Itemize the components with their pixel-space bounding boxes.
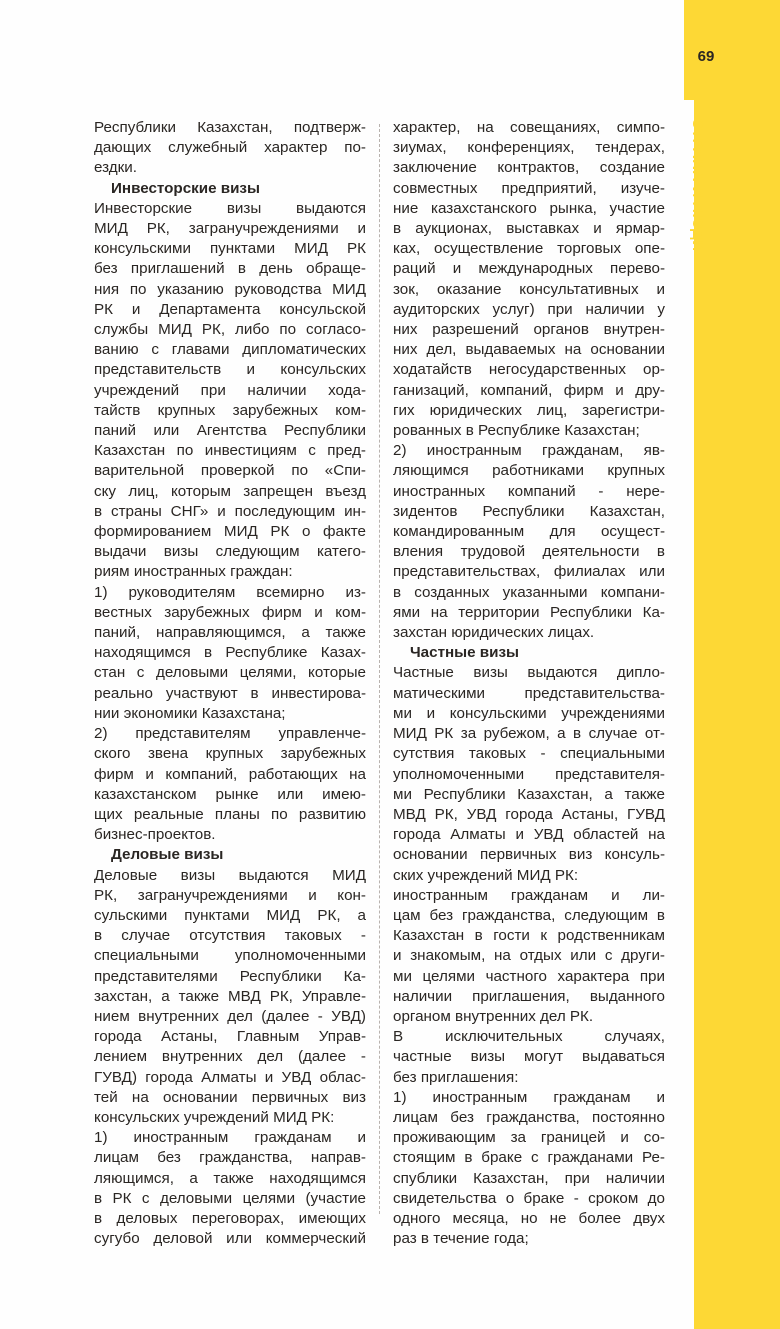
text-line: тей на основании первичных виз [94,1088,366,1106]
text-line: матическими представительства- [393,684,665,702]
text-line: иностранных компаний - нере- [393,482,665,500]
text-line: ГУВД) города Алматы и УВД облас- [94,1068,366,1086]
text-line: выдачи визы следующим катего- [94,543,366,561]
text-line: формированием МИД РК о факте [94,523,366,541]
text-line: казахстанском рынке или имею- [94,785,366,803]
text-line: в аукционах, выставках и ярмар- [393,220,665,238]
text-line: них дел, выдаваемых на основании [393,341,665,359]
section-heading: Инвесторские визы [111,179,260,197]
right-text-column [393,118,665,1249]
text-line: без приглашений в день обраще- [94,260,366,278]
text-line: раз в течение года; [393,1230,529,1248]
text-line: раций и международных перево- [393,260,665,278]
text-line: ями на территории Республики Ка- [393,603,665,621]
text-line: ляющимся работниками крупных [393,462,665,480]
section-heading: Частные визы [410,644,520,662]
text-line: Казахстан по инвестициям с пред- [94,442,366,460]
text-line: свидетельства о браке - сроком до [393,1189,665,1207]
section-label: СТРАНА И ЛЮДИ [689,118,706,252]
text-line: В исключительных случаях, [393,1028,665,1046]
text-line: сугубо деловой или коммерческий [94,1230,366,1248]
text-line: одного месяца, но не более двух [393,1209,665,1227]
text-line: зок, оказание консультативных и [393,280,665,298]
text-line: иностранным гражданам и ли- [393,886,665,904]
column-divider [379,124,380,1214]
left-text-column [94,118,366,1249]
text-line: гих юридических лиц, зарегистри- [393,401,665,419]
text-line: ездки. [94,159,137,177]
text-line: риям иностранных граждан: [94,563,293,581]
text-line: без приглашения: [393,1068,519,1086]
text-line: стан с деловыми целями, которые [94,664,366,682]
text-line: лицам без гражданства, постоянно [393,1108,665,1126]
text-line: МВД РК, УВД города Астаны, ГУВД [393,805,665,823]
text-line: Частные визы выдаются дипло- [393,664,665,682]
text-line: зидентов Республики Казахстан, [393,502,665,520]
text-line: наличии приглашения, выданного [393,987,665,1005]
text-line: МИД РК, загранучреждениями и [94,220,366,238]
text-line: города Алматы и УВД областей на [393,826,665,844]
text-line: города Астаны, Главным Управ- [94,1028,366,1046]
text-line: ского звена крупных зарубежных [94,745,366,763]
text-line: нии экономики Казахстана; [94,704,286,722]
text-line: щих реальные планы по развитию [94,805,366,823]
text-line: лицам без гражданства, направ- [94,1149,366,1167]
text-line: представителями Республики Ка- [94,967,366,985]
text-line: 1) иностранным гражданам и [94,1129,366,1147]
text-line: ванию с главами дипломатических [94,341,366,359]
side-inner-margin [684,100,694,1329]
text-line: в страны СНГ» и последующим ин- [94,502,366,520]
text-line: уполномоченными представителя- [393,765,665,783]
text-line: стоящим в браке с гражданами Ре- [393,1149,665,1167]
text-line: Казахстан в гости к родственникам [393,927,665,945]
text-line: зиумах, конференциях, тендерах, [393,139,665,157]
text-line: фирм и компаний, работающих на [94,765,366,783]
text-line: консульскими пунктами МИД РК [94,240,366,258]
text-line: ских учреждений МИД РК: [393,866,579,884]
text-line: органом внутренних дел РК. [393,1007,594,1025]
text-line: 2) представителям управленче- [94,725,366,743]
text-line: МИД РК за рубежом, а в случае от- [393,725,665,743]
text-line: спублики Казахстан, при наличии [393,1169,665,1187]
text-line: сутствия таковых - специальными [393,745,665,763]
text-line: Инвесторские визы выдаются [94,199,366,217]
text-line: них разрешений органов внутрен- [393,321,665,339]
text-line: тайств крупных зарубежных ком- [94,401,366,419]
text-line: ках, осуществление торговых опе- [393,240,665,258]
text-line: основании первичных виз консуль- [393,846,665,864]
text-line: варительной проверкой по «Спи- [94,462,366,480]
text-line: ми Республики Казахстан, а также [393,785,665,803]
text-line: ми и консульскими учреждениями [393,704,665,722]
text-line: службы МИД РК, либо по согласо- [94,321,366,339]
text-line: специальными уполномоченными [94,947,366,965]
text-line: в случае отсутствия таковых - [94,927,366,945]
section-heading: Деловые визы [111,846,224,864]
text-line: заключение контрактов, создание [393,159,665,177]
text-line: ходатайств негосударственных ор- [393,361,665,379]
text-line: ску лиц, которым запрещен въезд [94,482,366,500]
text-line: в деловых переговорах, имеющих [94,1209,366,1227]
text-line: РК и Департамента консульской [94,300,366,318]
text-line: проживающим за границей и со- [393,1129,665,1147]
text-line: рованных в Республике Казахстан; [393,422,640,440]
text-line: находящимся в Республике Казах- [94,644,366,662]
text-line: Республики Казахстан, подтверж- [94,119,366,136]
text-line: вления трудовой деятельности в [393,543,665,561]
text-line: бизнес-проектов. [94,826,216,844]
text-line: 1) руководителям всемирно из- [94,583,366,601]
text-line: РК, загранучреждениями и кон- [94,886,366,904]
text-line: паний или Агентства Республики [94,422,366,440]
text-line: дающих служебный характер по- [94,139,366,157]
text-line: ния по указанию руководства МИД [94,280,366,298]
text-line: характер, на совещаниях, симпо- [393,119,665,136]
page-number: 69 [697,48,715,65]
text-line: ми целями частного характера при [393,967,665,985]
text-line: вестных зарубежных фирм и ком- [94,603,366,621]
text-line: в РК с деловыми целями (участие [94,1189,366,1207]
text-line: частные визы могут выдаваться [393,1048,665,1066]
text-line: ляющимся, а также находящимся [94,1169,366,1187]
text-line: представительствах, филиалах или [393,563,665,581]
text-line: и знакомым, на отдых или с други- [393,947,665,965]
text-line: ние казахстанского рынка, участие [393,199,665,217]
text-line: захстан юридических лицах. [393,624,595,642]
text-line: паний, направляющимся, а также [94,624,366,642]
text-line: 2) иностранным гражданам, яв- [393,442,665,460]
text-line: лением внутренних дел (далее - [94,1048,366,1066]
text-line: в созданных указанными компани- [393,583,665,601]
text-line: совместных предприятий, изуче- [393,179,665,197]
text-line: консульских учреждений МИД РК: [94,1108,335,1126]
text-line: сульскими пунктами МИД РК, а [94,906,366,924]
text-line: цам без гражданства, следующим в [393,906,665,924]
text-line: захстан, а также МВД РК, Управле- [94,987,366,1005]
text-line: реально участвуют в инвестирова- [94,684,366,702]
text-line: командированным для осущест- [393,523,665,541]
text-line: 1) иностранным гражданам и [393,1088,665,1106]
text-line: учреждений при наличии хода- [94,381,366,399]
text-line: представительств и консульских [94,361,366,379]
text-line: аудиторских услуг) при наличии у [393,300,665,318]
text-line: Деловые визы выдаются МИД [94,866,366,884]
text-line: нием внутренних дел (далее - УВД) [94,1007,366,1025]
text-line: ганизаций, компаний, фирм и дру- [393,381,665,399]
